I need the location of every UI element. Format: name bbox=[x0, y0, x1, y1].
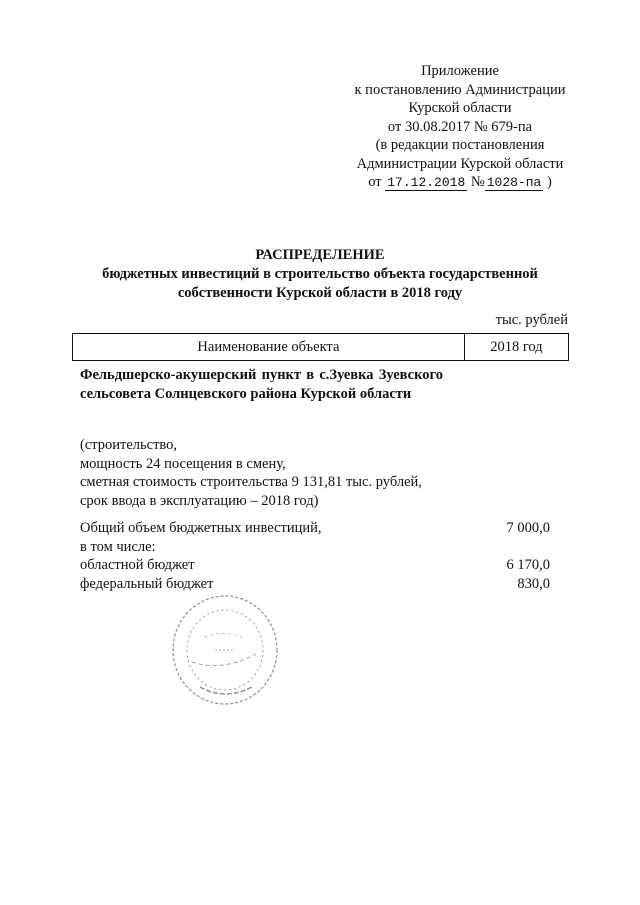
header-line: к постановлению Администрации bbox=[354, 81, 566, 98]
units-label: тыс. рублей bbox=[495, 312, 568, 328]
document-title bbox=[60, 246, 580, 303]
amendment-suffix: ) bbox=[546, 174, 552, 190]
amendment-date: 17.12.2018 bbox=[387, 175, 466, 190]
description-line: (строительство, bbox=[80, 437, 178, 453]
table-header bbox=[72, 333, 569, 361]
title-line-2: собственности Курской области в 2018 году bbox=[177, 285, 463, 301]
header-line: Приложение bbox=[421, 63, 499, 79]
object-description bbox=[80, 436, 480, 510]
financing-label: областной бюджет bbox=[80, 557, 195, 573]
amendment-prefix: от bbox=[368, 174, 382, 190]
description-line: сметная стоимость строительства 9 131,81 тыс. рублей, bbox=[80, 474, 422, 490]
approval-header bbox=[330, 62, 590, 193]
title-heading: РАСПРЕДЕЛЕНИЕ bbox=[255, 247, 385, 263]
financing-label: в том числе: bbox=[80, 538, 156, 555]
financing-row bbox=[80, 556, 550, 575]
description-line: мощность 24 посещения в смену, bbox=[80, 455, 286, 472]
financing-label: федеральный бюджет bbox=[80, 575, 214, 592]
financing-value: 830,0 bbox=[517, 575, 550, 592]
financing-row bbox=[80, 538, 550, 557]
financing-block bbox=[80, 519, 550, 593]
financing-row bbox=[80, 575, 550, 594]
header-line: Администрации Курской области bbox=[356, 155, 564, 172]
header-line: Курской области bbox=[408, 100, 512, 116]
financing-row bbox=[80, 519, 550, 538]
financing-value: 7 000,0 bbox=[506, 520, 550, 536]
column-header-year: 2018 год bbox=[464, 334, 568, 361]
description-line: срок ввода в эксплуатацию – 2018 год) bbox=[80, 492, 319, 509]
amendment-number-sign: № bbox=[470, 174, 485, 190]
column-header-name: Наименование объекта bbox=[73, 334, 465, 361]
official-stamp bbox=[170, 592, 280, 707]
header-line: от 30.08.2017 № 679-па bbox=[387, 118, 533, 135]
object-title: Фельдшерско-акушерский пункт в с.Зуевка Зуевского сельсовета Солнцевского района Курской области bbox=[80, 367, 443, 402]
title-line-1: бюджетных инвестиций в строительство объекта государственной bbox=[102, 266, 538, 282]
amendment-number: 1028-па bbox=[486, 175, 542, 190]
financing-value: 6 170,0 bbox=[506, 557, 550, 573]
header-line: (в редакции постановления bbox=[375, 137, 545, 153]
financing-label: Общий объем бюджетных инвестиций, bbox=[80, 520, 322, 536]
header-amendment-line bbox=[330, 173, 590, 193]
